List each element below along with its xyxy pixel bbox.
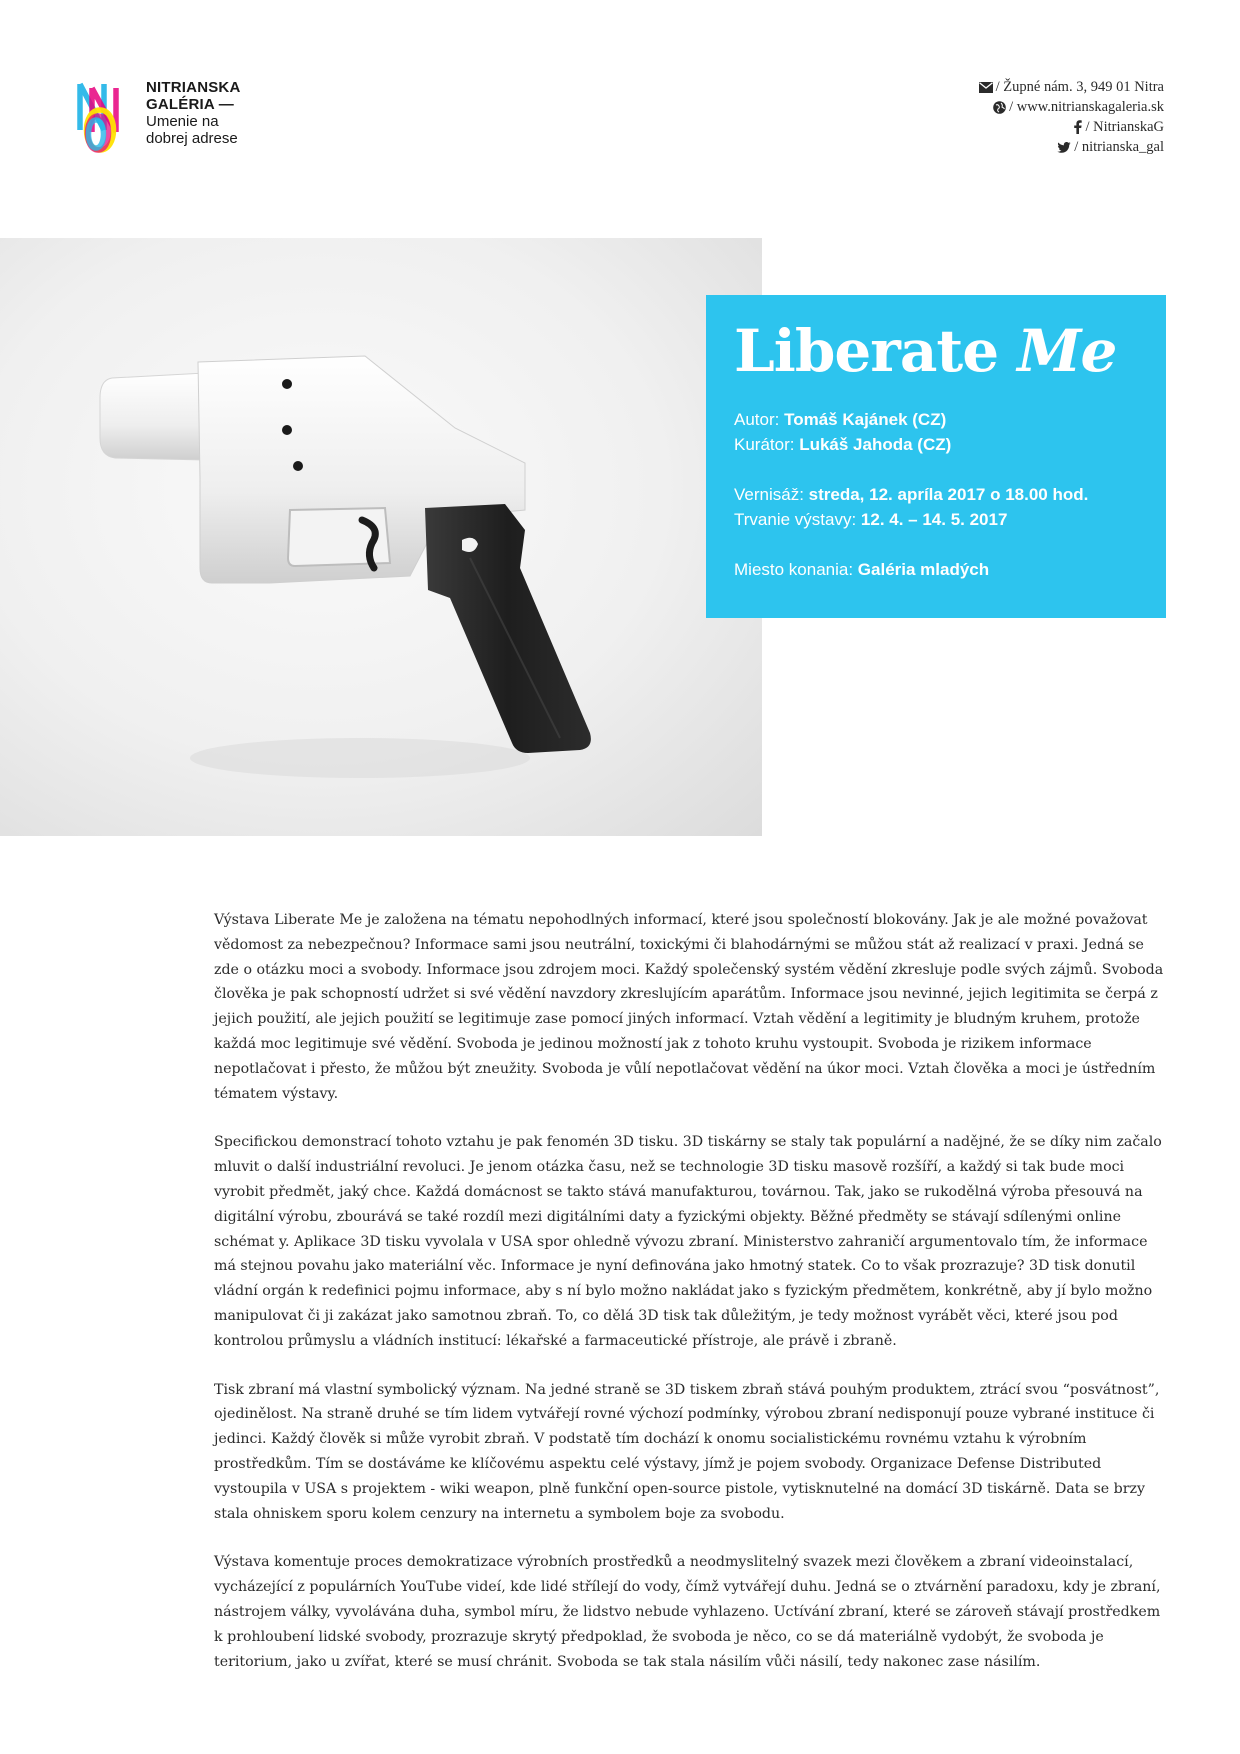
envelope-icon: [979, 82, 993, 93]
contact-twitter-link[interactable]: / nitrianska_gal: [1074, 139, 1164, 155]
author-value: Tomáš Kajánek (CZ): [784, 410, 947, 429]
curator-line: [734, 432, 1138, 457]
hero-image: [0, 238, 762, 836]
contact-website-link[interactable]: / www.nitrianskagaleria.sk: [1009, 99, 1164, 115]
description-paragraph-2: Specifickou demonstrací tohoto vztahu je pak fenomén 3D tisku. 3D tiskárny se staly tak populární a nadějné, že se díky nim začalo mluvit o další industriální revoluci. Je jenom otázka času, než se technologie 3D tisku masově rozšíří, a každý si tak bude moci vyrobit předmět, jaký chce. Každá domácnost se takto stává manufakturou, továrnou. Tak, jako se rukodělná výroba přesouvá na digitální výrobu, zbourává se také rozdíl mezi digitálními daty a fyzickými objekty. Běžné předměty se stávají sdílenými online schémat y. Aplikace 3D tisku vyvolala v USA spor ohledně vývozu zbraní. Ministerstvo zahraničí argumentovalo tím, že informace má stejnou povahu jako materiální věc. Informace je nyní definována jako hmotný statek. Co to však prozrazuje? 3D tisk donutil vládní orgán k redefinici pojmu informace, aby s ní bylo možno nakládat jako s fyzickým předmětem, konkrétně, aby jí bylo možno manipulovat či ji zakázat jako samotnou zbraň. To, co dělá 3D tisk tak důležitým, je tedy možnost vyrábět věci, které jsou pod kontrolou průmyslu a vládních institucí: lékařské a farmaceutické přístroje, ale právě i zbraně.: [214, 1134, 1162, 1349]
contact-twitter[interactable]: [979, 137, 1164, 157]
curator-value: Lukáš Jahoda (CZ): [799, 435, 952, 454]
author-line: [734, 407, 1138, 432]
duration-value: 12. 4. – 14. 5. 2017: [860, 510, 1008, 529]
globe-icon: [993, 101, 1006, 114]
gallery-name: [146, 79, 241, 147]
exhibition-details: [734, 407, 1138, 582]
exhibition-info-box: [706, 295, 1166, 618]
printed-pistol-image: [0, 238, 762, 836]
curator-label: Kurátor:: [734, 435, 800, 454]
author-label: Autor:: [734, 410, 785, 429]
contact-facebook-link[interactable]: / NitrianskaG: [1085, 119, 1164, 135]
description-paragraph-3: Tisk zbraní má vlastní symbolický význam. Na jedné straně se 3D tiskem zbraň stává pouhým produktem, ztrácí svou “posvátnost”, ojedinělost. Na straně druhé se tím lidem vytvářejí rovné výchozí podmínky, výrobou zbraní nedisponují pouze vybrané instituce či jedinci. Každý člověk si může vyrobit zbraň. V podstatě tím dochází k onomu socialistickému rovnému vztahu k výrobním prostředkům. Tím se dostáváme ke klíčovému aspektu celé výstavy, jímž je pojem svobody. Organizace Defense Distributed vystoupila v USA s projektem - wiki weapon, plně funkční open-source pistole, vytisknutelné na domácí 3D tiskárně. Data se brzy stala ohniskem sporu kolem cenzury na internetu a symbolem boje za svobodu.: [214, 1381, 1160, 1522]
gallery-logo-icon: [74, 80, 124, 154]
contact-address-text: / Župné nám. 3, 949 01 Nitra: [995, 79, 1164, 95]
exhibition-description: [214, 908, 1172, 1698]
contact-website[interactable]: [979, 97, 1164, 117]
twitter-icon: [1057, 142, 1071, 153]
gallery-tagline-line1: Umenie na: [146, 113, 219, 130]
description-paragraph-1: Výstava Liberate Me je založena na tématu nepohodlných informací, které jsou společností blokovány. Jak je ale možné považovat vědomost za nebezpečnou? Informace sami jsou neutrální, toxickými či blahodárnými se můžou stát až realizací v praxi. Jedná se zde o otázku moci a svobody. Informace jsou zdrojem moci. Každý společenský systém vědění zkresluje podle svých zájmů. Svoboda člověka je pak schopností udržet si své vědění navzdory zkreslujícím aparátům. Informace jsou nevinné, jejich legitimita se čerpá z jejich použití, ale jejich použití se legitimuje zase pomocí jiných informací. Vztah vědění a legitimity je bludným kruhem, protože každá moc legitimuje své vědění. Svoboda je jedinou možností jak z tohoto kruhu vystoupit. Svoboda je rizikem informace nepotlačovat i přesto, že můžou být zneužity. Svoboda je vůlí nepotlačovat vědění na úkor moci. Vztah člověka a moci je ústředním tématem výstavy.: [214, 912, 1164, 1102]
venue-label: Miesto konania:: [734, 560, 858, 579]
opening-label: Vernisáž:: [734, 485, 809, 504]
contact-block: [979, 77, 1164, 157]
facebook-icon: [1074, 120, 1082, 134]
contact-address: [979, 77, 1164, 97]
gallery-tagline-line2: dobrej adrese: [146, 130, 238, 147]
venue-line: [734, 557, 1138, 582]
duration-label: Trvanie výstavy:: [734, 510, 861, 529]
contact-facebook[interactable]: [979, 117, 1164, 137]
description-paragraph-4: Výstava komentuje proces demokratizace výrobních prostředků a neodmyslitelný svazek mezi člověkem a zbraní videoinstalací, vycházející z populárních YouTube videí, kde lidé střílejí do vody, čímž vytvářejí duhu. Jedná se o ztvárnění paradoxu, kdy je zbraní, nástrojem války, vyvolávána duha, symbol míru, že lidstvo nebude vyhlazeno. Uctívání zbraní, které se zároveň stávají prostředkem k prohloubení lidské svobody, prozrazuje skrytý předpoklad, že svoboda je něco, co se dá materiálně vydobýt, že svoboda je teritorium, jako u zvířat, které se musí chránit. Svoboda se tak stala násilím vůči násilí, tedy nakonec zase násilím.: [214, 1554, 1161, 1670]
exhibition-title: [734, 317, 1138, 385]
exhibition-title-regular: Liberate: [734, 317, 1018, 385]
opening-value: streda, 12. apríla 2017 o 18.00 hod.: [808, 485, 1089, 504]
exhibition-title-italic: Me: [1017, 317, 1117, 385]
opening-line: [734, 482, 1138, 507]
duration-line: [734, 507, 1138, 532]
gallery-name-line1: NITRIANSKA: [146, 79, 241, 96]
gallery-name-line2: GALÉRIA —: [146, 96, 234, 113]
venue-value: Galéria mladých: [857, 560, 990, 579]
